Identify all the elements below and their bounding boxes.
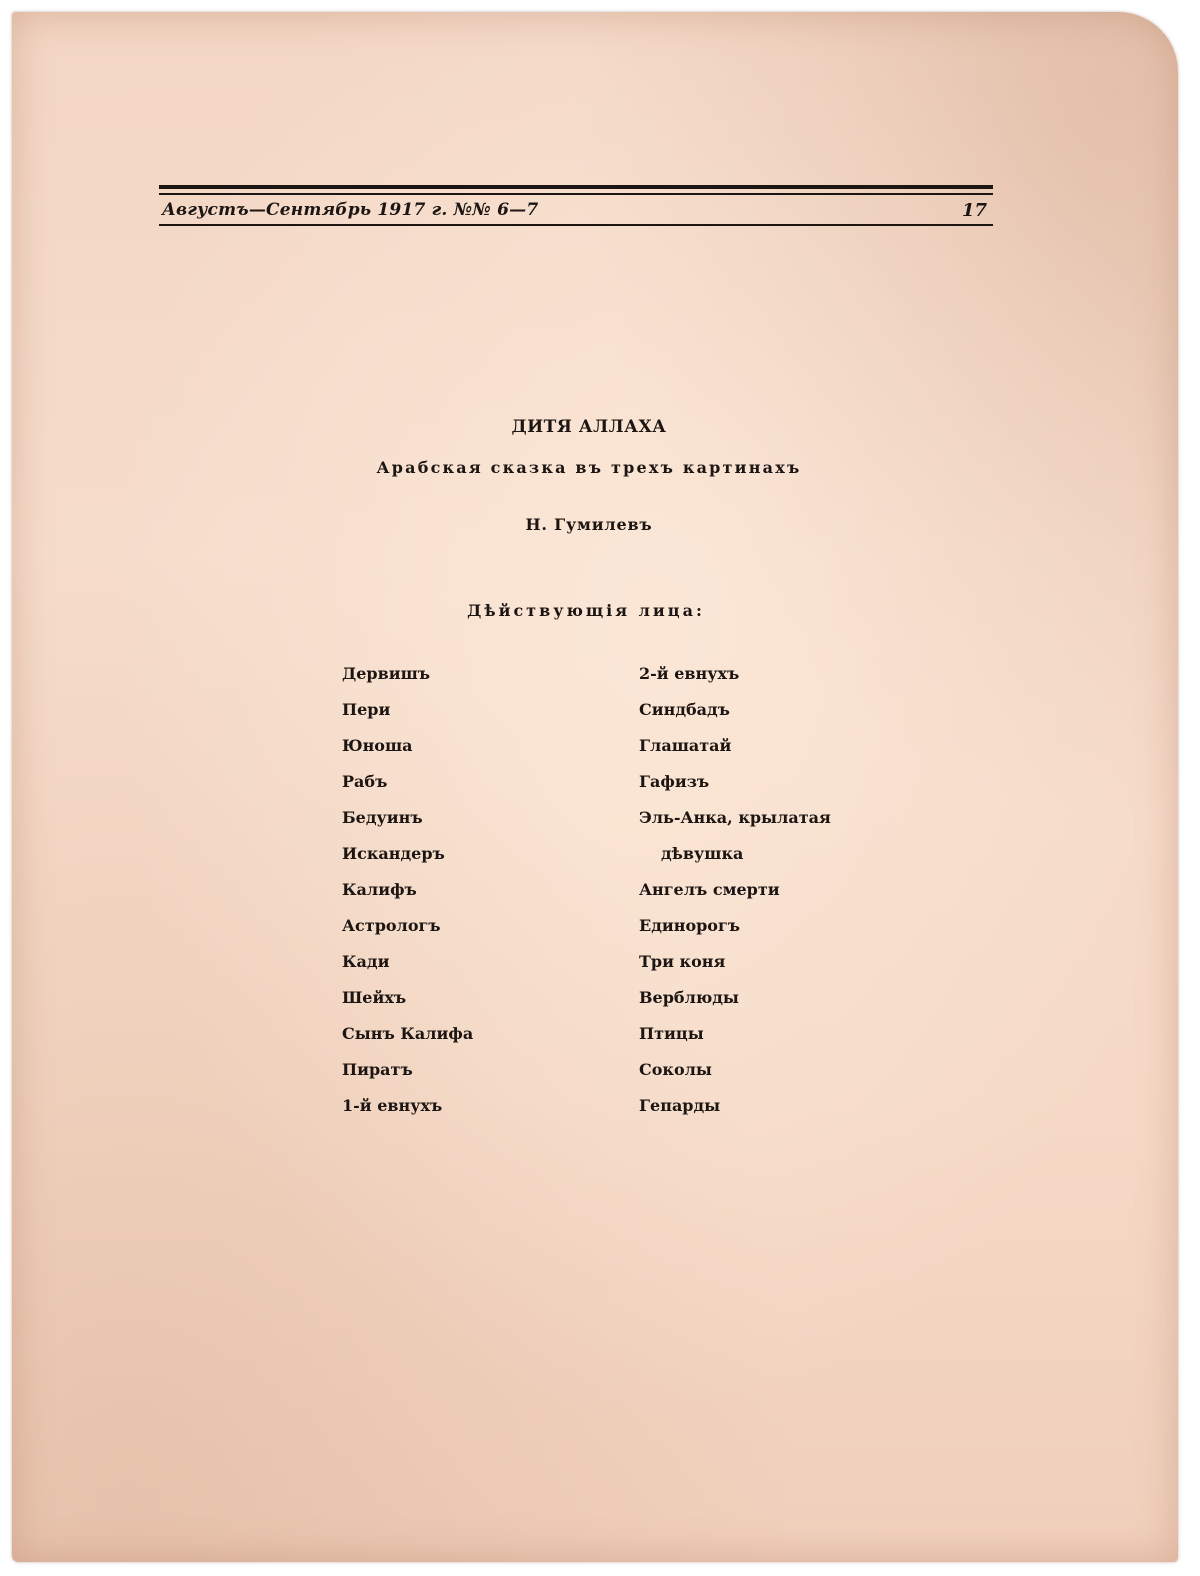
cast-item: Калифъ (342, 880, 417, 899)
cast-item: Синдбадъ (639, 700, 730, 719)
cast-item: Сынъ Калифа (342, 1024, 474, 1043)
header-rule-thick (159, 185, 993, 189)
cast-item: Дервишъ (342, 664, 431, 683)
cast-item: Птицы (639, 1024, 704, 1043)
cast-item: Эль-Анка, крылатая (639, 808, 831, 827)
cast-item: Кади (342, 952, 390, 971)
cast-item: Искандеръ (342, 844, 445, 863)
cast-item: Ангелъ смерти (639, 880, 780, 899)
header-rule-bottom (159, 224, 993, 226)
cast-item: Рабъ (342, 772, 388, 791)
cast-item: Глашатай (639, 736, 732, 755)
cast-item: Единорогъ (639, 916, 741, 935)
cast-item: Верблюды (639, 988, 739, 1007)
play-title: ДИТЯ АЛЛАХА (511, 417, 667, 437)
cast-item: 2-й евнухъ (639, 664, 740, 683)
header-rule-thin (159, 193, 993, 195)
cast-heading: Дѣйствующія лица: (467, 601, 705, 620)
cast-item: Три коня (639, 952, 726, 971)
cast-item: Астрологъ (342, 916, 441, 935)
cast-item: Пиратъ (342, 1060, 413, 1079)
document-page (12, 12, 1178, 1562)
cast-list-left (342, 662, 473, 1130)
cast-item: 1-й евнухъ (342, 1096, 443, 1115)
cast-item: Гепарды (639, 1096, 721, 1115)
cast-item: Бедуинъ (342, 808, 423, 827)
cast-list-right (639, 662, 831, 1130)
cast-item-continuation: дѣвушка (661, 844, 744, 863)
cast-item: Гафизъ (639, 772, 710, 791)
cast-item: Соколы (639, 1060, 712, 1079)
page-number: 17 (962, 200, 988, 221)
running-head: Августъ—Сентябрь 1917 г. №№ 6—7 (162, 200, 539, 220)
cast-item: Юноша (342, 736, 413, 755)
cast-item: Шейхъ (342, 988, 407, 1007)
cast-item: Пери (342, 700, 391, 719)
play-author: Н. Гумилевъ (525, 515, 653, 534)
play-subtitle: Арабская сказка въ трехъ картинахъ (376, 458, 802, 477)
